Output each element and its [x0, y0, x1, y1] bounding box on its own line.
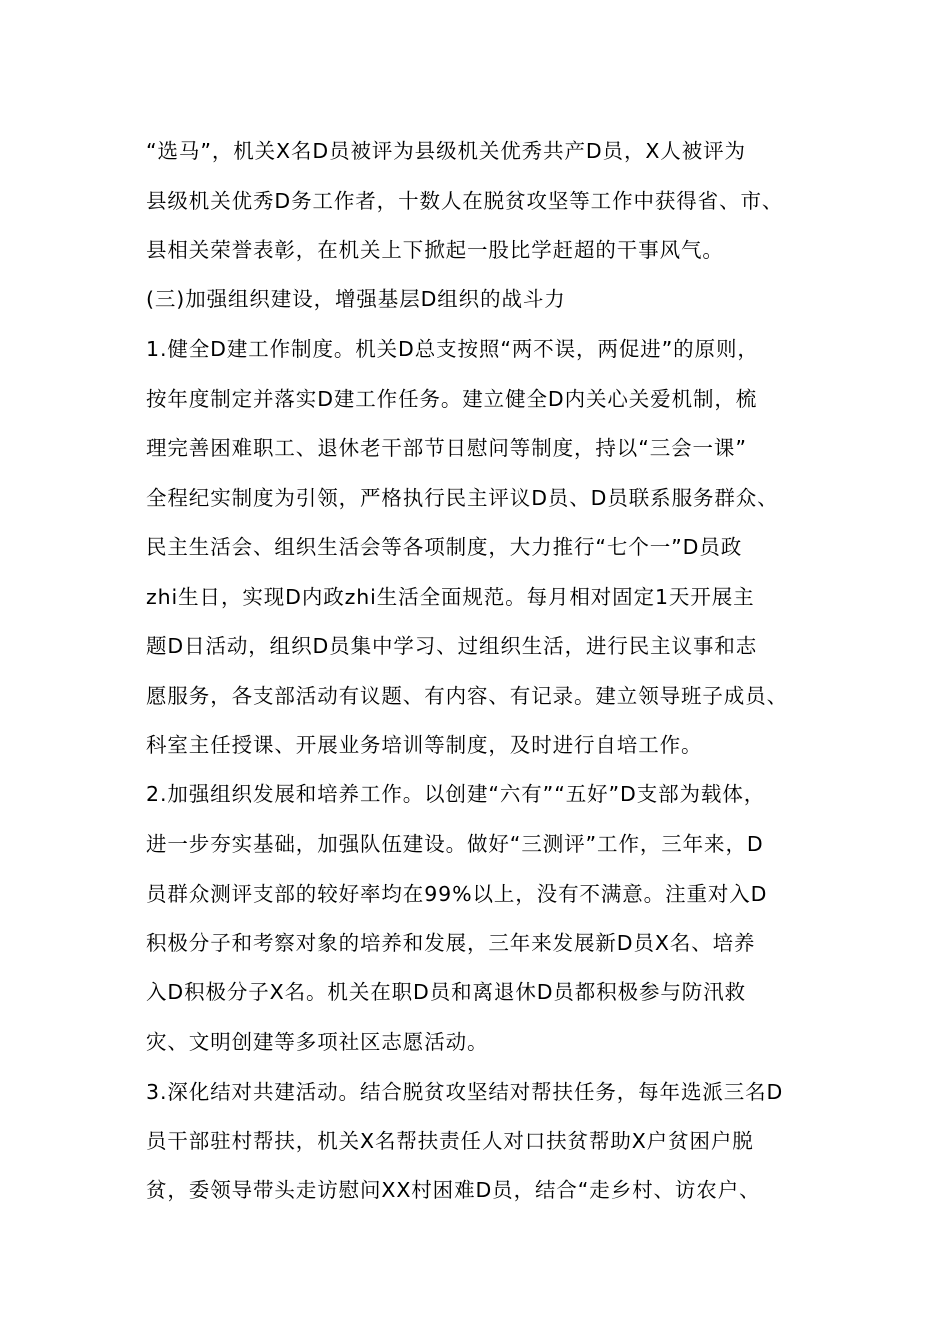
paragraph-line: 愿服务，各支部活动有议题、有内容、有记录。建立领导班子成员、: [146, 684, 788, 708]
paragraph-line: “选马”，机关X名D员被评为县级机关优秀共产D员，X人被评为: [146, 139, 746, 163]
paragraph-line: 民主生活会、组织生活会等各项制度，大力推行“七个一”D员政: [146, 535, 743, 559]
paragraph-line: 员干部驻村帮扶，机关X名帮扶责任人对口扶贫帮助X户贫困户脱: [146, 1129, 754, 1153]
paragraph-line: 员群众测评支部的较好率均在99%以上，没有不满意。注重对入D: [146, 882, 768, 906]
paragraph-line: 3.深化结对共建活动。结合脱贫攻坚结对帮扶任务，每年选派三名D: [146, 1080, 784, 1104]
paragraph-line: 灾、文明创建等多项社区志愿活动。: [146, 1030, 489, 1054]
paragraph-line: 理完善困难职工、退休老干部节日慰问等制度，持以“三会一课”: [146, 436, 747, 460]
paragraph-line: 积极分子和考察对象的培养和发展，三年来发展新D员X名、培养: [146, 931, 756, 955]
paragraph-line: 按年度制定并落实D建工作任务。建立健全D内关心关爱机制，梳: [146, 387, 758, 411]
paragraph-line: 入D积极分子X名。机关在职D员和离退休D员都积极参与防汛救: [146, 980, 746, 1004]
paragraph-line: 进一步夯实基础，加强队伍建设。做好“三测评”工作，三年来，D: [146, 832, 764, 856]
paragraph-line: 1.健全D建工作制度。机关D总支按照“两不误，两促进”的原则，: [146, 337, 759, 361]
section-heading: (三)加强组织建设，增强基层D组织的战斗力: [146, 287, 566, 311]
paragraph-line: 题D日活动，组织D员集中学习、过组织生活，进行民主议事和志: [146, 634, 758, 658]
paragraph-line: 县相关荣誉表彰，在机关上下掀起一股比学赶超的干事风气。: [146, 238, 724, 262]
paragraph-line: 2.加强组织发展和培养工作。以创建“六有”“五好”D支部为载体，: [146, 782, 766, 806]
paragraph-line: 全程纪实制度为引领，严格执行民主评议D员、D员联系服务群众、: [146, 486, 779, 510]
paragraph-line: zhi生日，实现D内政zhi生活全面规范。每月相对固定1天开展主: [146, 585, 755, 609]
paragraph-line: 科室主任授课、开展业务培训等制度，及时进行自培工作。: [146, 733, 703, 757]
paragraph-line: 县级机关优秀D务工作者，十数人在脱贫攻坚等工作中获得省、市、: [146, 189, 784, 213]
paragraph-line: 贫，委领导带头走访慰问XX村困难D员，结合“走乡村、访农户、: [146, 1178, 761, 1202]
